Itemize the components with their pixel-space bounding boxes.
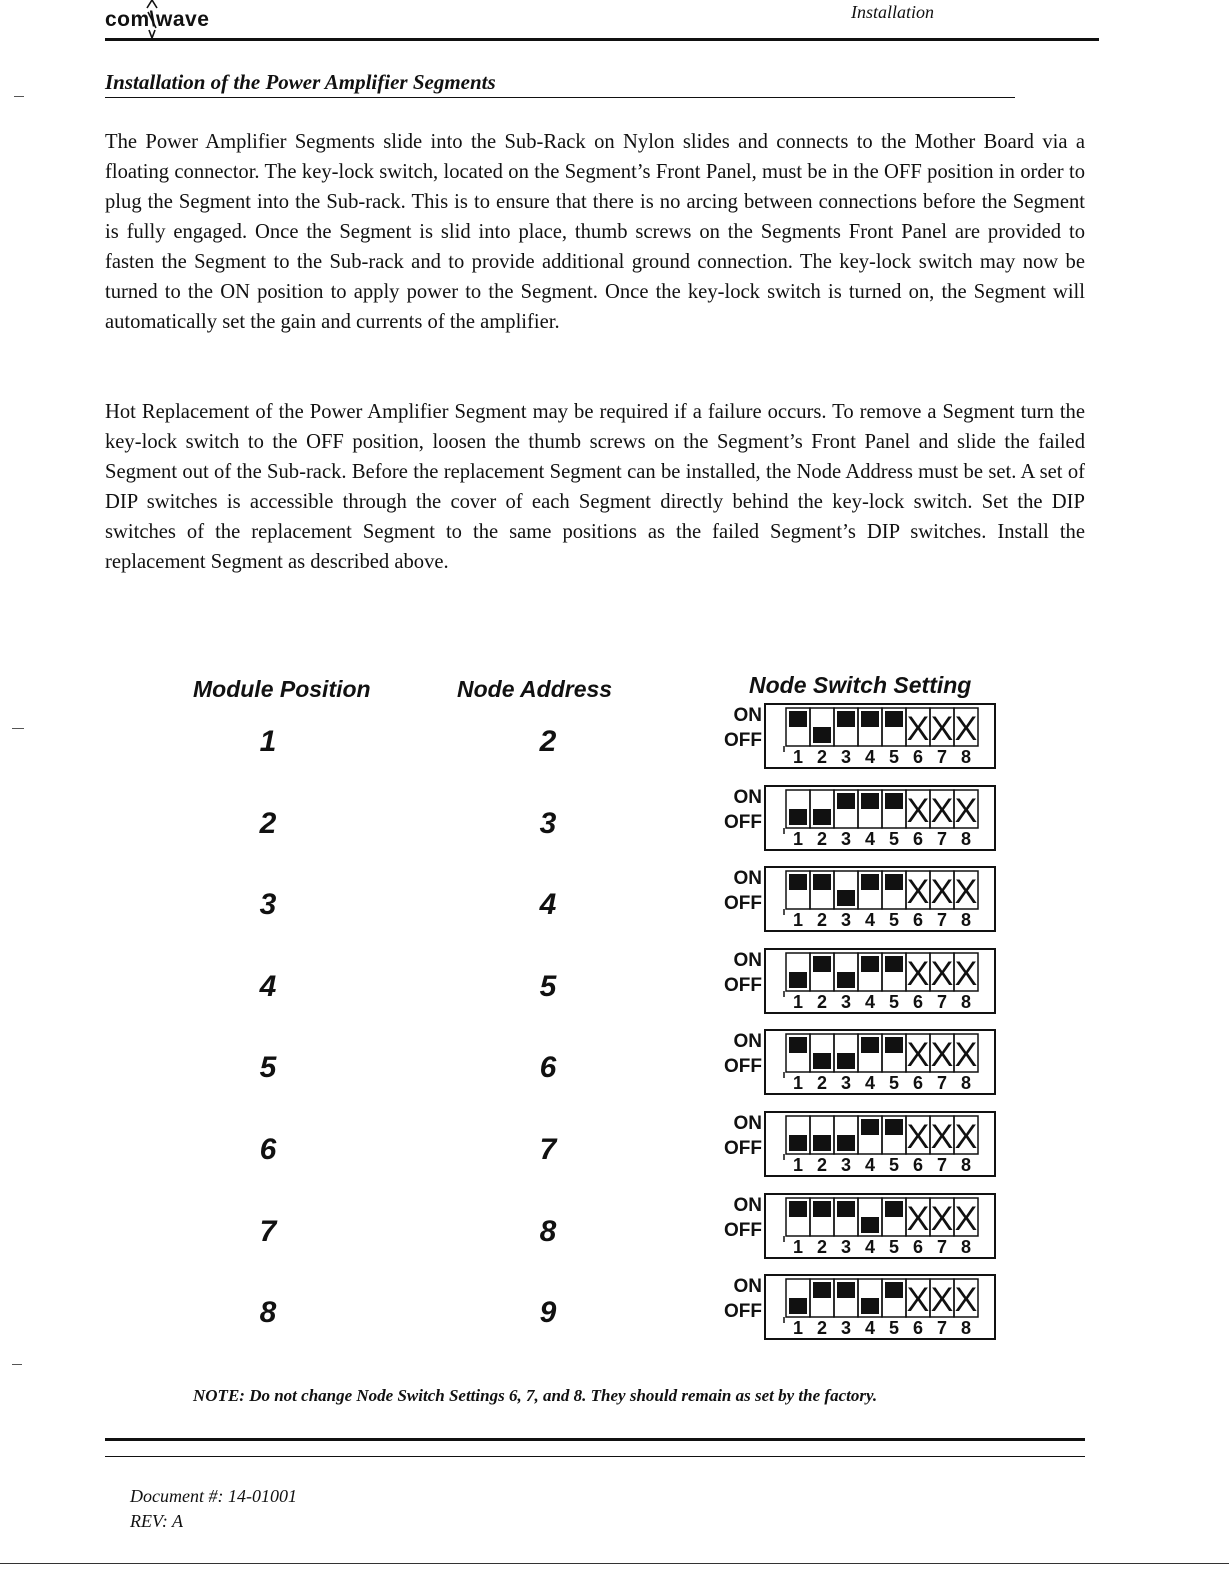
header-rule: [105, 38, 1099, 41]
page-bottom-rule: [0, 1563, 1229, 1564]
switch-number-label: 2: [816, 992, 828, 1012]
logo-wave-icon: [145, 0, 159, 40]
off-label: OFF: [724, 1138, 762, 1159]
switch-number-label: 5: [888, 1073, 900, 1093]
module-position-value: 2: [259, 807, 277, 840]
switch-number-label: 1: [792, 1237, 804, 1257]
section-title: Installation of the Power Amplifier Segments: [105, 70, 496, 94]
dip-switch-4-on: [861, 1037, 879, 1053]
on-label: ON: [733, 1031, 762, 1052]
fixed-switch-x-mark: X: [906, 873, 930, 911]
dip-switch-2-on: [813, 874, 831, 890]
off-label: OFF: [724, 730, 762, 751]
fixed-switch-x-mark: X: [930, 955, 954, 993]
switch-number-label: 6: [912, 1155, 924, 1175]
switch-number-label: 1: [792, 747, 804, 767]
node-address-value: 9: [539, 1296, 557, 1329]
dip-switch-3-off: [837, 972, 855, 988]
factory-settings-note: NOTE: Do not change Node Switch Settings 6, 7, and 8. They should remain as set by the factory.: [193, 1386, 878, 1405]
dip-switch-4-off: [861, 1217, 879, 1233]
fixed-switch-x-mark: X: [930, 873, 954, 911]
dip-switch-block: [764, 1029, 996, 1095]
switch-number-label: 2: [816, 1073, 828, 1093]
switch-number-label: 3: [840, 1073, 852, 1093]
node-address-value: 2: [539, 725, 557, 758]
module-position-value: 7: [259, 1215, 277, 1248]
switch-number-label: 5: [888, 1155, 900, 1175]
dip-switch-1-on: [789, 1201, 807, 1217]
dip-switch-5-on: [885, 1282, 903, 1298]
fixed-switch-x-mark: X: [906, 1200, 930, 1238]
switch-number-label: 7: [936, 1073, 948, 1093]
switch-number-label: 6: [912, 1237, 924, 1257]
dip-switch-block: [764, 1111, 996, 1177]
dip-switch-4-off: [861, 1298, 879, 1314]
switch-number-label: 4: [864, 829, 876, 849]
node-address-value: 7: [539, 1133, 557, 1166]
footer-rule-thin: [105, 1456, 1085, 1457]
dip-switch-2-on: [813, 956, 831, 972]
company-logo: [105, 8, 209, 32]
off-label: OFF: [724, 1301, 762, 1322]
fixed-switch-x-mark: X: [930, 710, 954, 748]
switch-number-label: 2: [816, 829, 828, 849]
dip-switch-5-on: [885, 874, 903, 890]
fixed-switch-x-mark: X: [954, 792, 978, 830]
dip-switch-4-on: [861, 711, 879, 727]
switch-number-label: 3: [840, 1237, 852, 1257]
margin-mark: [14, 96, 24, 97]
on-label: ON: [733, 1195, 762, 1216]
dip-switch-4-on: [861, 956, 879, 972]
margin-mark: [12, 1364, 22, 1365]
margin-mark: [12, 728, 24, 729]
switch-number-label: 6: [912, 992, 924, 1012]
dip-switch-2-off: [813, 1053, 831, 1069]
paragraph-installation: The Power Amplifier Segments slide into the Sub-Rack on Nylon slides and connects to the Mother Board via a floating connector. The key-lock switch, located on the Segment’s Front Panel, must be in the OFF position in order to plug the Segment into the Sub-rack. This is to ensure that there is no arcing between connections before the Segment is fully engaged. Once the Segment is slid into place, thumb screws on the Segments Front Panel are provided to fasten the Segment to the Sub-rack and to provide additional ground connection. The key-lock switch may now be turned to the ON position to apply power to the Segment. Once the key-lock switch is turned on, the Segment will automatically set the gain and currents of the amplifier.: [105, 131, 1085, 333]
node-address-value: 8: [539, 1215, 557, 1248]
dip-switch-3-on: [837, 1201, 855, 1217]
switch-number-label: 3: [840, 829, 852, 849]
switch-number-label: 1: [792, 910, 804, 930]
header-section-name: Installation: [851, 2, 935, 22]
switch-number-label: 7: [936, 910, 948, 930]
header-module-position: Module Position: [193, 676, 371, 702]
off-label: OFF: [724, 1220, 762, 1241]
switch-number-label: 6: [912, 910, 924, 930]
switch-number-label: 5: [888, 910, 900, 930]
dip-switch-1-off: [789, 809, 807, 825]
fixed-switch-x-mark: X: [954, 1281, 978, 1319]
switch-number-label: 6: [912, 829, 924, 849]
switch-number-label: 5: [888, 1237, 900, 1257]
dip-switch-2-off: [813, 809, 831, 825]
switch-number-label: 2: [816, 1318, 828, 1338]
dip-switch-1-on: [789, 874, 807, 890]
switch-number-label: 2: [816, 1155, 828, 1175]
revision: REV: A: [130, 1511, 183, 1531]
dip-switch-3-off: [837, 1053, 855, 1069]
module-position-value: 8: [259, 1296, 277, 1329]
switch-number-label: 4: [864, 1237, 876, 1257]
switch-number-label: 1: [792, 1155, 804, 1175]
module-position-value: 4: [259, 970, 277, 1003]
node-address-value: 4: [539, 888, 557, 921]
fixed-switch-x-mark: X: [954, 1200, 978, 1238]
switch-number-label: 2: [816, 1237, 828, 1257]
switch-number-label: 1: [792, 1318, 804, 1338]
dip-switch-block: [764, 866, 996, 932]
on-label: ON: [733, 1276, 762, 1297]
switch-number-label: 3: [840, 1155, 852, 1175]
fixed-switch-x-mark: X: [954, 710, 978, 748]
fixed-switch-x-mark: X: [906, 1036, 930, 1074]
switch-number-label: 2: [816, 910, 828, 930]
switch-number-label: 5: [888, 829, 900, 849]
switch-number-label: 8: [960, 747, 972, 767]
off-label: OFF: [724, 812, 762, 833]
dip-switch-4-on: [861, 874, 879, 890]
switch-number-label: 3: [840, 1318, 852, 1338]
fixed-switch-x-mark: X: [906, 955, 930, 993]
switch-number-label: 5: [888, 747, 900, 767]
node-address-value: 5: [539, 970, 557, 1003]
header-node-address: Node Address: [457, 676, 613, 702]
dip-switch-1-off: [789, 1298, 807, 1314]
fixed-switch-x-mark: X: [930, 1036, 954, 1074]
dip-switch-2-on: [813, 1201, 831, 1217]
switch-number-label: 3: [840, 910, 852, 930]
switch-number-label: 8: [960, 1318, 972, 1338]
switch-number-label: 5: [888, 992, 900, 1012]
fixed-switch-x-mark: X: [906, 710, 930, 748]
switch-number-label: 7: [936, 1318, 948, 1338]
switch-number-label: 6: [912, 747, 924, 767]
dip-switch-block: [764, 703, 996, 769]
dip-switch-5-on: [885, 1037, 903, 1053]
header-node-switch-setting: Node Switch Setting: [749, 672, 972, 698]
switch-number-label: 7: [936, 829, 948, 849]
module-position-value: 5: [259, 1051, 277, 1084]
switch-number-label: 4: [864, 1073, 876, 1093]
fixed-switch-x-mark: X: [954, 1118, 978, 1156]
fixed-switch-x-mark: X: [930, 1118, 954, 1156]
module-position-value: 6: [259, 1133, 277, 1166]
switch-number-label: 4: [864, 1155, 876, 1175]
switch-number-label: 2: [816, 747, 828, 767]
on-label: ON: [733, 787, 762, 808]
dip-switch-3-on: [837, 793, 855, 809]
dip-switch-1-off: [789, 972, 807, 988]
fixed-switch-x-mark: X: [930, 792, 954, 830]
on-label: ON: [733, 950, 762, 971]
node-address-value: 6: [539, 1051, 557, 1084]
dip-switch-2-on: [813, 1282, 831, 1298]
fixed-switch-x-mark: X: [906, 792, 930, 830]
switch-number-label: 8: [960, 992, 972, 1012]
switch-number-label: 4: [864, 910, 876, 930]
dip-switch-3-on: [837, 1282, 855, 1298]
switch-number-label: 4: [864, 747, 876, 767]
dip-switch-5-on: [885, 793, 903, 809]
switch-number-label: 1: [792, 992, 804, 1012]
switch-number-label: 4: [864, 1318, 876, 1338]
dip-switch-1-off: [789, 1135, 807, 1151]
fixed-switch-x-mark: X: [930, 1200, 954, 1238]
fixed-switch-x-mark: X: [906, 1281, 930, 1319]
on-label: ON: [733, 705, 762, 726]
switch-number-label: 6: [912, 1073, 924, 1093]
dip-switch-4-on: [861, 793, 879, 809]
section-title-rule: [105, 97, 1015, 98]
switch-number-label: 8: [960, 910, 972, 930]
dip-switch-1-on: [789, 711, 807, 727]
switch-number-label: 7: [936, 1237, 948, 1257]
switch-number-label: 8: [960, 1237, 972, 1257]
fixed-switch-x-mark: X: [954, 955, 978, 993]
switch-number-label: 6: [912, 1318, 924, 1338]
on-label: ON: [733, 1113, 762, 1134]
dip-switch-5-on: [885, 711, 903, 727]
switch-number-label: 5: [888, 1318, 900, 1338]
switch-number-label: 3: [840, 992, 852, 1012]
dip-switch-3-off: [837, 890, 855, 906]
dip-switch-block: [764, 785, 996, 851]
dip-switch-block: [764, 1274, 996, 1340]
dip-switch-5-on: [885, 1201, 903, 1217]
logo-text: com\wave: [105, 8, 210, 31]
dip-switch-3-off: [837, 1135, 855, 1151]
off-label: OFF: [724, 975, 762, 996]
switch-number-label: 4: [864, 992, 876, 1012]
document-number: Document #: 14-01001: [130, 1486, 297, 1506]
dip-switch-4-on: [861, 1119, 879, 1135]
fixed-switch-x-mark: X: [954, 873, 978, 911]
module-position-value: 3: [259, 888, 277, 921]
switch-number-label: 7: [936, 747, 948, 767]
switch-number-label: 7: [936, 992, 948, 1012]
switch-number-label: 1: [792, 1073, 804, 1093]
dip-switch-5-on: [885, 956, 903, 972]
off-label: OFF: [724, 893, 762, 914]
dip-switch-block: [764, 1193, 996, 1259]
node-address-value: 3: [539, 807, 557, 840]
fixed-switch-x-mark: X: [954, 1036, 978, 1074]
dip-switch-5-on: [885, 1119, 903, 1135]
switch-number-label: 3: [840, 747, 852, 767]
switch-number-label: 8: [960, 829, 972, 849]
switch-number-label: 1: [792, 829, 804, 849]
dip-switch-1-on: [789, 1037, 807, 1053]
module-position-value: 1: [259, 725, 277, 758]
on-label: ON: [733, 868, 762, 889]
switch-number-label: 8: [960, 1073, 972, 1093]
switch-number-label: 7: [936, 1155, 948, 1175]
off-label: OFF: [724, 1056, 762, 1077]
dip-switch-block: [764, 948, 996, 1014]
switch-number-label: 8: [960, 1155, 972, 1175]
paragraph-hot-replacement: Hot Replacement of the Power Amplifier Segment may be required if a failure occurs. To remove a Segment turn the key-lock switch to the OFF position, loosen the thumb screws on the Segment’s Front Panel and slide the failed Segment out of the Sub-rack. Before the replacement Segment can be installed, the Node Address must be set. A set of DIP switches is accessible through the cover of each Segment directly behind the key-lock switch. Set the DIP switches of the replacement Segment to the same positions as the failed Segment’s DIP switches. Install the replacement Segment as described above.: [105, 401, 1085, 573]
footer-rule-thick: [105, 1438, 1085, 1441]
dip-switch-2-off: [813, 1135, 831, 1151]
dip-switch-3-on: [837, 711, 855, 727]
fixed-switch-x-mark: X: [906, 1118, 930, 1156]
dip-switch-2-off: [813, 727, 831, 743]
fixed-switch-x-mark: X: [930, 1281, 954, 1319]
